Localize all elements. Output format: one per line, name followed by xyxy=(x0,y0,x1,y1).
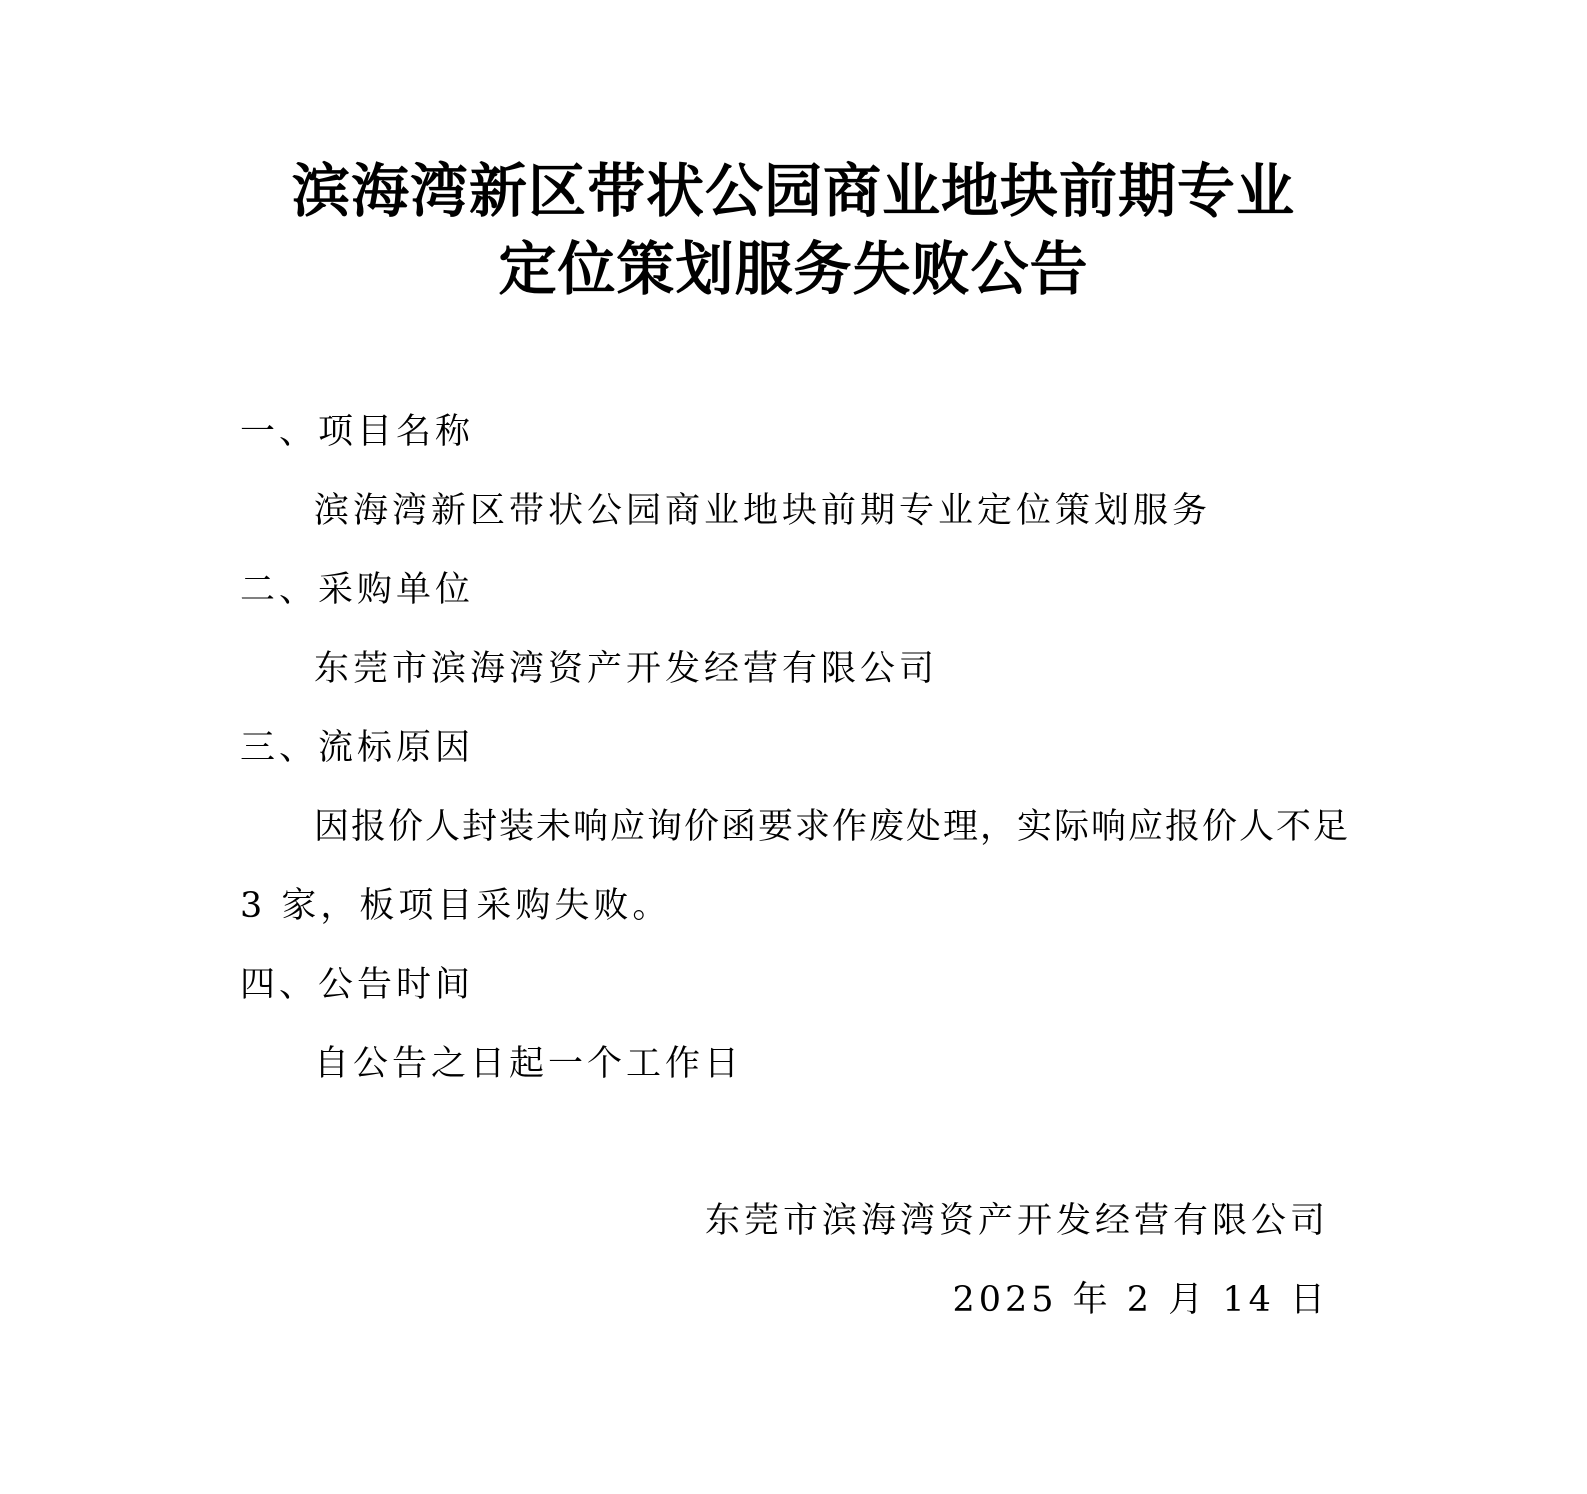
section-content-announcement-period: 自公告之日起一个工作日 xyxy=(314,1044,744,1084)
section-heading-announcement-period: 四、公告时间 xyxy=(240,965,475,1005)
signature-organization: 东莞市滨海湾资产开发经营有限公司 xyxy=(704,1201,1329,1241)
section-content-failure-reason-line-2: 3 家，板项目采购失败。 xyxy=(240,886,672,926)
section-content-purchaser: 东莞市滨海湾资产开发经营有限公司 xyxy=(314,649,939,689)
section-heading-purchaser: 二、采购单位 xyxy=(240,570,475,610)
section-heading-project-name: 一、项目名称 xyxy=(240,412,475,452)
signature-date: 2025 年 2 月 14 日 xyxy=(952,1280,1329,1320)
section-content-project-name: 滨海湾新区带状公园商业地块前期专业定位策划服务 xyxy=(314,491,1212,531)
section-heading-failure-reason: 三、流标原因 xyxy=(240,728,475,768)
page-title-line-1: 滨海湾新区带状公园商业地块前期专业 xyxy=(291,157,1295,225)
page-title-line-2: 定位策划服务失败公告 xyxy=(498,235,1089,303)
section-content-failure-reason-line-1: 因报价人封装未响应询价函要求作废处理，实际响应报价人不足 xyxy=(314,807,1351,847)
